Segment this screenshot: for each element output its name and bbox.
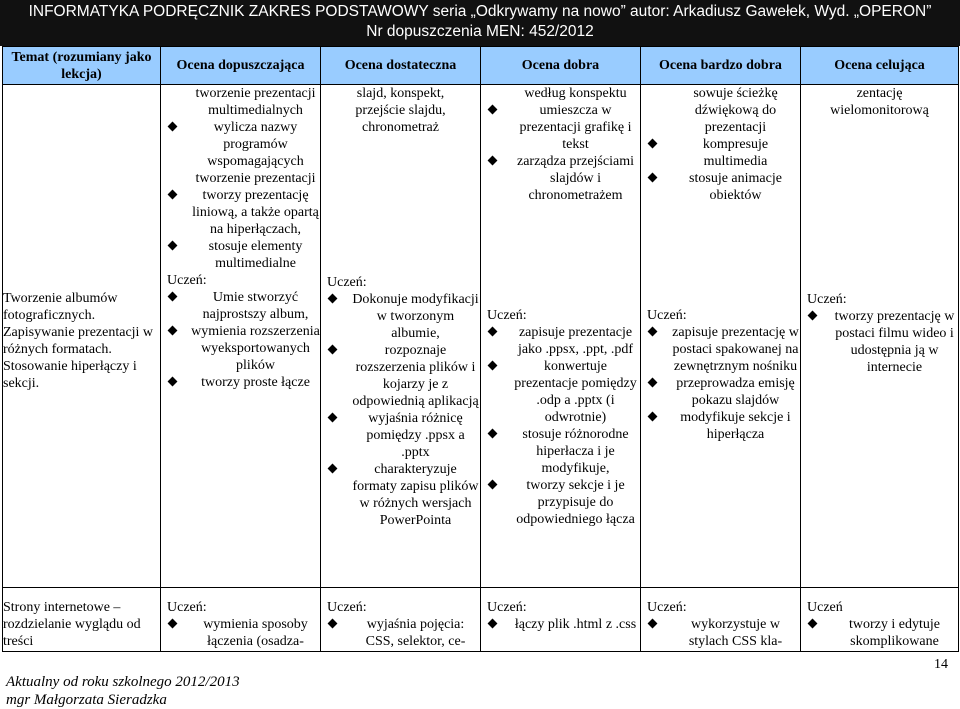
footer-validity: Aktualny od roku szkolnego 2012/2013 (6, 674, 240, 690)
list-item: tworzy i edytuje skomplikowane (801, 616, 958, 650)
column-header-grade-4: Ocena dobra (481, 47, 641, 85)
student-label: Uczeń: (487, 308, 527, 323)
grade-cell (161, 85, 321, 588)
list-item: łączy plik .html z .css (481, 616, 640, 633)
list-item: modyfikuje sekcje i hiperłącza (641, 409, 800, 443)
list-item: stosuje animacje obiektów (641, 170, 800, 204)
list-item: zapisuje prezentacje jako .ppsx, .ppt, .pdf (481, 324, 640, 358)
grading-table (2, 46, 959, 652)
table-row (3, 588, 959, 652)
list-item: Umie stworzyć najprostszy album, (161, 289, 320, 323)
student-label: Uczeń: (487, 600, 527, 615)
table-row (3, 85, 959, 588)
list-item: umieszcza w prezentacji grafikę i tekst (481, 102, 640, 153)
student-label: Uczeń: (327, 600, 367, 615)
list-item: konwertuje prezentacje pomiędzy .odp a .pptx (i odwrotnie) (481, 358, 640, 426)
list-item: wymienia sposoby łączenia (osadza- (161, 616, 320, 650)
topic-text: Strony internetowe – rozdzielanie wyglądu od treści (3, 600, 141, 649)
list-item: rozpoznaje rozszerzenia plików i kojarzy je z odpowiednią aplikacją (321, 342, 480, 410)
list-item: stosuje elementy multimedialne (161, 238, 320, 272)
list-item: kompresuje multimedia (641, 136, 800, 170)
page-header (0, 0, 960, 46)
list-item: wykorzystuje w stylach CSS kla- (641, 616, 800, 650)
grade-cell (481, 588, 641, 652)
carryover-text: sowuje ścieżkę dźwiękową do prezentacji (693, 86, 778, 135)
grade-cell (481, 85, 641, 588)
student-label: Uczeń: (167, 600, 207, 615)
column-header-grade-3: Ocena dostateczna (321, 47, 481, 85)
grade-cell (641, 85, 801, 588)
footer (6, 673, 240, 709)
table-header-row (3, 47, 959, 85)
student-label: Uczeń: (327, 275, 367, 290)
column-header-grade-2: Ocena dopuszczająca (161, 47, 321, 85)
list-item: wyjaśnia różnicę pomiędzy .ppsx a .pptx (321, 410, 480, 461)
student-label: Uczeń: (167, 273, 207, 288)
grade-cell (801, 85, 959, 588)
student-label: Uczeń: (647, 308, 687, 323)
column-header-grade-6: Ocena celująca (801, 47, 959, 85)
student-label: Uczeń (807, 600, 843, 615)
list-item: charakteryzuje formaty zapisu plików w różnych wersjach PowerPointa (321, 461, 480, 529)
list-item: zapisuje prezentację w postaci spakowanej na zewnętrznym nośniku (641, 324, 800, 375)
topic-text: Tworzenie albumów fotograficznych. Zapisywanie prezentacji w różnych formatach. Stosowanie hiperłączy i sekcji. (3, 291, 154, 391)
grade-cell (321, 588, 481, 652)
column-header-grade-5: Ocena bardzo dobra (641, 47, 801, 85)
page-number: 14 (934, 657, 948, 672)
grade-cell (161, 588, 321, 652)
student-label: Uczeń: (647, 600, 687, 615)
carryover-text: tworzenie prezentacji multimedialnych (195, 86, 316, 118)
topic-cell (3, 588, 161, 652)
header-approval-number: Nr dopuszczenia MEN: 452/2012 (366, 23, 594, 40)
list-item: tworzy prezentację liniową, a także opartą na hiperłączach, (161, 187, 320, 238)
grade-cell (641, 588, 801, 652)
grade-cell (801, 588, 959, 652)
list-item: przeprowadza emisję pokazu slajdów (641, 375, 800, 409)
footer-author: mgr Małgorzata Sieradzka (6, 692, 167, 708)
carryover-text: slajd, konspekt, przejście slajdu, chronometraż (355, 86, 446, 135)
carryover-text: zentację wielomonitorową (830, 86, 929, 118)
carryover-text: według konspektu (524, 86, 627, 101)
column-header-topic: Temat (rozumiany jako lekcja) (3, 47, 161, 85)
list-item: stosuje różnorodne hiperłacza i je modyfikuje, (481, 426, 640, 477)
list-item: wymienia rozszerzenia wyeksportowanych plików (161, 323, 320, 374)
list-item: zarządza przejściami slajdów i chronometrażem (481, 153, 640, 204)
grade-cell (321, 85, 481, 588)
topic-cell (3, 85, 161, 588)
list-item: tworzy proste łącze (161, 374, 320, 391)
list-item: Dokonuje modyfikacji w tworzonym albumie, (321, 291, 480, 342)
list-item: wyjaśnia pojęcia: CSS, selektor, ce- (321, 616, 480, 650)
header-title: INFORMATYKA PODRĘCZNIK ZAKRES PODSTAWOWY seria „Odkrywamy na nowo” autor: Arkadiusz Gawełek, Wyd. „OPERON” (28, 3, 932, 20)
list-item: tworzy sekcje i je przypisuje do odpowiedniego łącza (481, 477, 640, 528)
list-item: wylicza nazwy programów wspomagających tworzenie prezentacji (161, 119, 320, 187)
student-label: Uczeń: (807, 292, 847, 307)
list-item: tworzy prezentację w postaci filmu wideo i udostępnia ją w internecie (801, 308, 958, 376)
